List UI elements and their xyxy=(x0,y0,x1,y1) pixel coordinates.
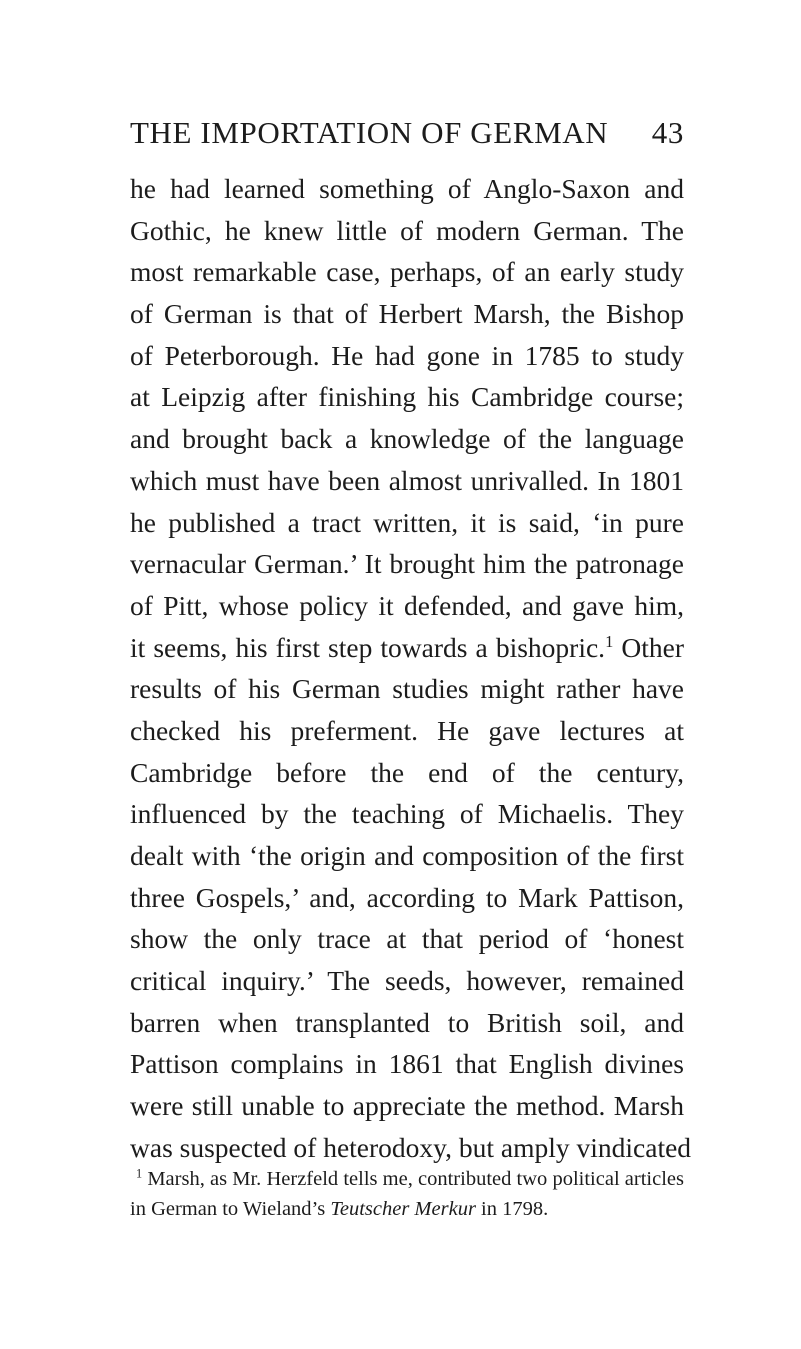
body-line: was suspected of heterodoxy, but amply vindicated xyxy=(130,1131,692,1163)
page-number: 43 xyxy=(651,115,684,150)
body-line: of German is that of Herbert Marsh, the Bishop xyxy=(130,298,684,330)
body-line: he published a tract written, it is said, ‘in pure xyxy=(130,506,684,538)
body-line: critical inquiry.’ The seeds, however, remained xyxy=(130,965,684,997)
body-line-with-footnote-ref xyxy=(130,627,684,669)
body-line: show the only trace at that period of ‘honest xyxy=(130,923,684,955)
body-line: results of his German studies might rather have xyxy=(130,673,684,705)
body-line: and brought back a knowledge of the language xyxy=(130,423,684,455)
body-line: he had learned something of Anglo-Saxon and xyxy=(130,173,684,204)
body-line: three Gospels,’ and, according to Mark Pattison, xyxy=(130,881,684,913)
body-line: Cambridge before the end of the century, xyxy=(130,756,684,788)
footnote-line xyxy=(130,1194,684,1224)
footnote xyxy=(130,1164,684,1224)
body-line: checked his preferment. He gave lectures at xyxy=(130,714,684,746)
body-line-segment: Other xyxy=(621,631,685,663)
footnote-reference[interactable]: 1 xyxy=(605,631,614,651)
footnote-periodical-title: Teutscher Merkur xyxy=(330,1198,476,1220)
running-head xyxy=(130,115,684,155)
body-line: of Pitt, whose policy it defended, and gave him, xyxy=(130,589,684,621)
body-text xyxy=(130,168,692,1169)
body-line: of Peterborough. He had gone in 1785 to study xyxy=(130,339,684,371)
footnote-line xyxy=(130,1164,684,1194)
footnote-text: in German to Wieland’s xyxy=(130,1198,326,1220)
body-line: Pattison complains in 1861 that English divines xyxy=(130,1048,684,1080)
body-line: dealt with ‘the origin and composition of the first xyxy=(130,840,684,871)
body-line: barren when transplanted to British soil, and xyxy=(130,1006,684,1038)
footnote-marker: 1 xyxy=(136,1166,143,1181)
running-head-title: THE IMPORTATION OF GERMAN xyxy=(130,115,609,150)
body-line: influenced by the teaching of Michaelis. They xyxy=(130,798,684,830)
body-line: Gothic, he knew little of modern German. The xyxy=(130,214,684,246)
footnote-text: in 1798. xyxy=(481,1198,549,1220)
body-line-segment: it seems, his first step towards a bishopric. xyxy=(130,631,606,663)
body-line: vernacular German.’ It brought him the patronage xyxy=(130,548,684,580)
body-line: were still unable to appreciate the method. Marsh xyxy=(130,1090,684,1122)
footnote-text: Marsh, as Mr. Herzfeld tells me, contributed two political articles xyxy=(147,1168,684,1190)
body-line: which must have been almost unrivalled. In 1801 xyxy=(130,464,684,496)
body-line: most remarkable case, perhaps, of an early study xyxy=(130,256,684,288)
body-line: at Leipzig after finishing his Cambridge course; xyxy=(130,381,684,413)
